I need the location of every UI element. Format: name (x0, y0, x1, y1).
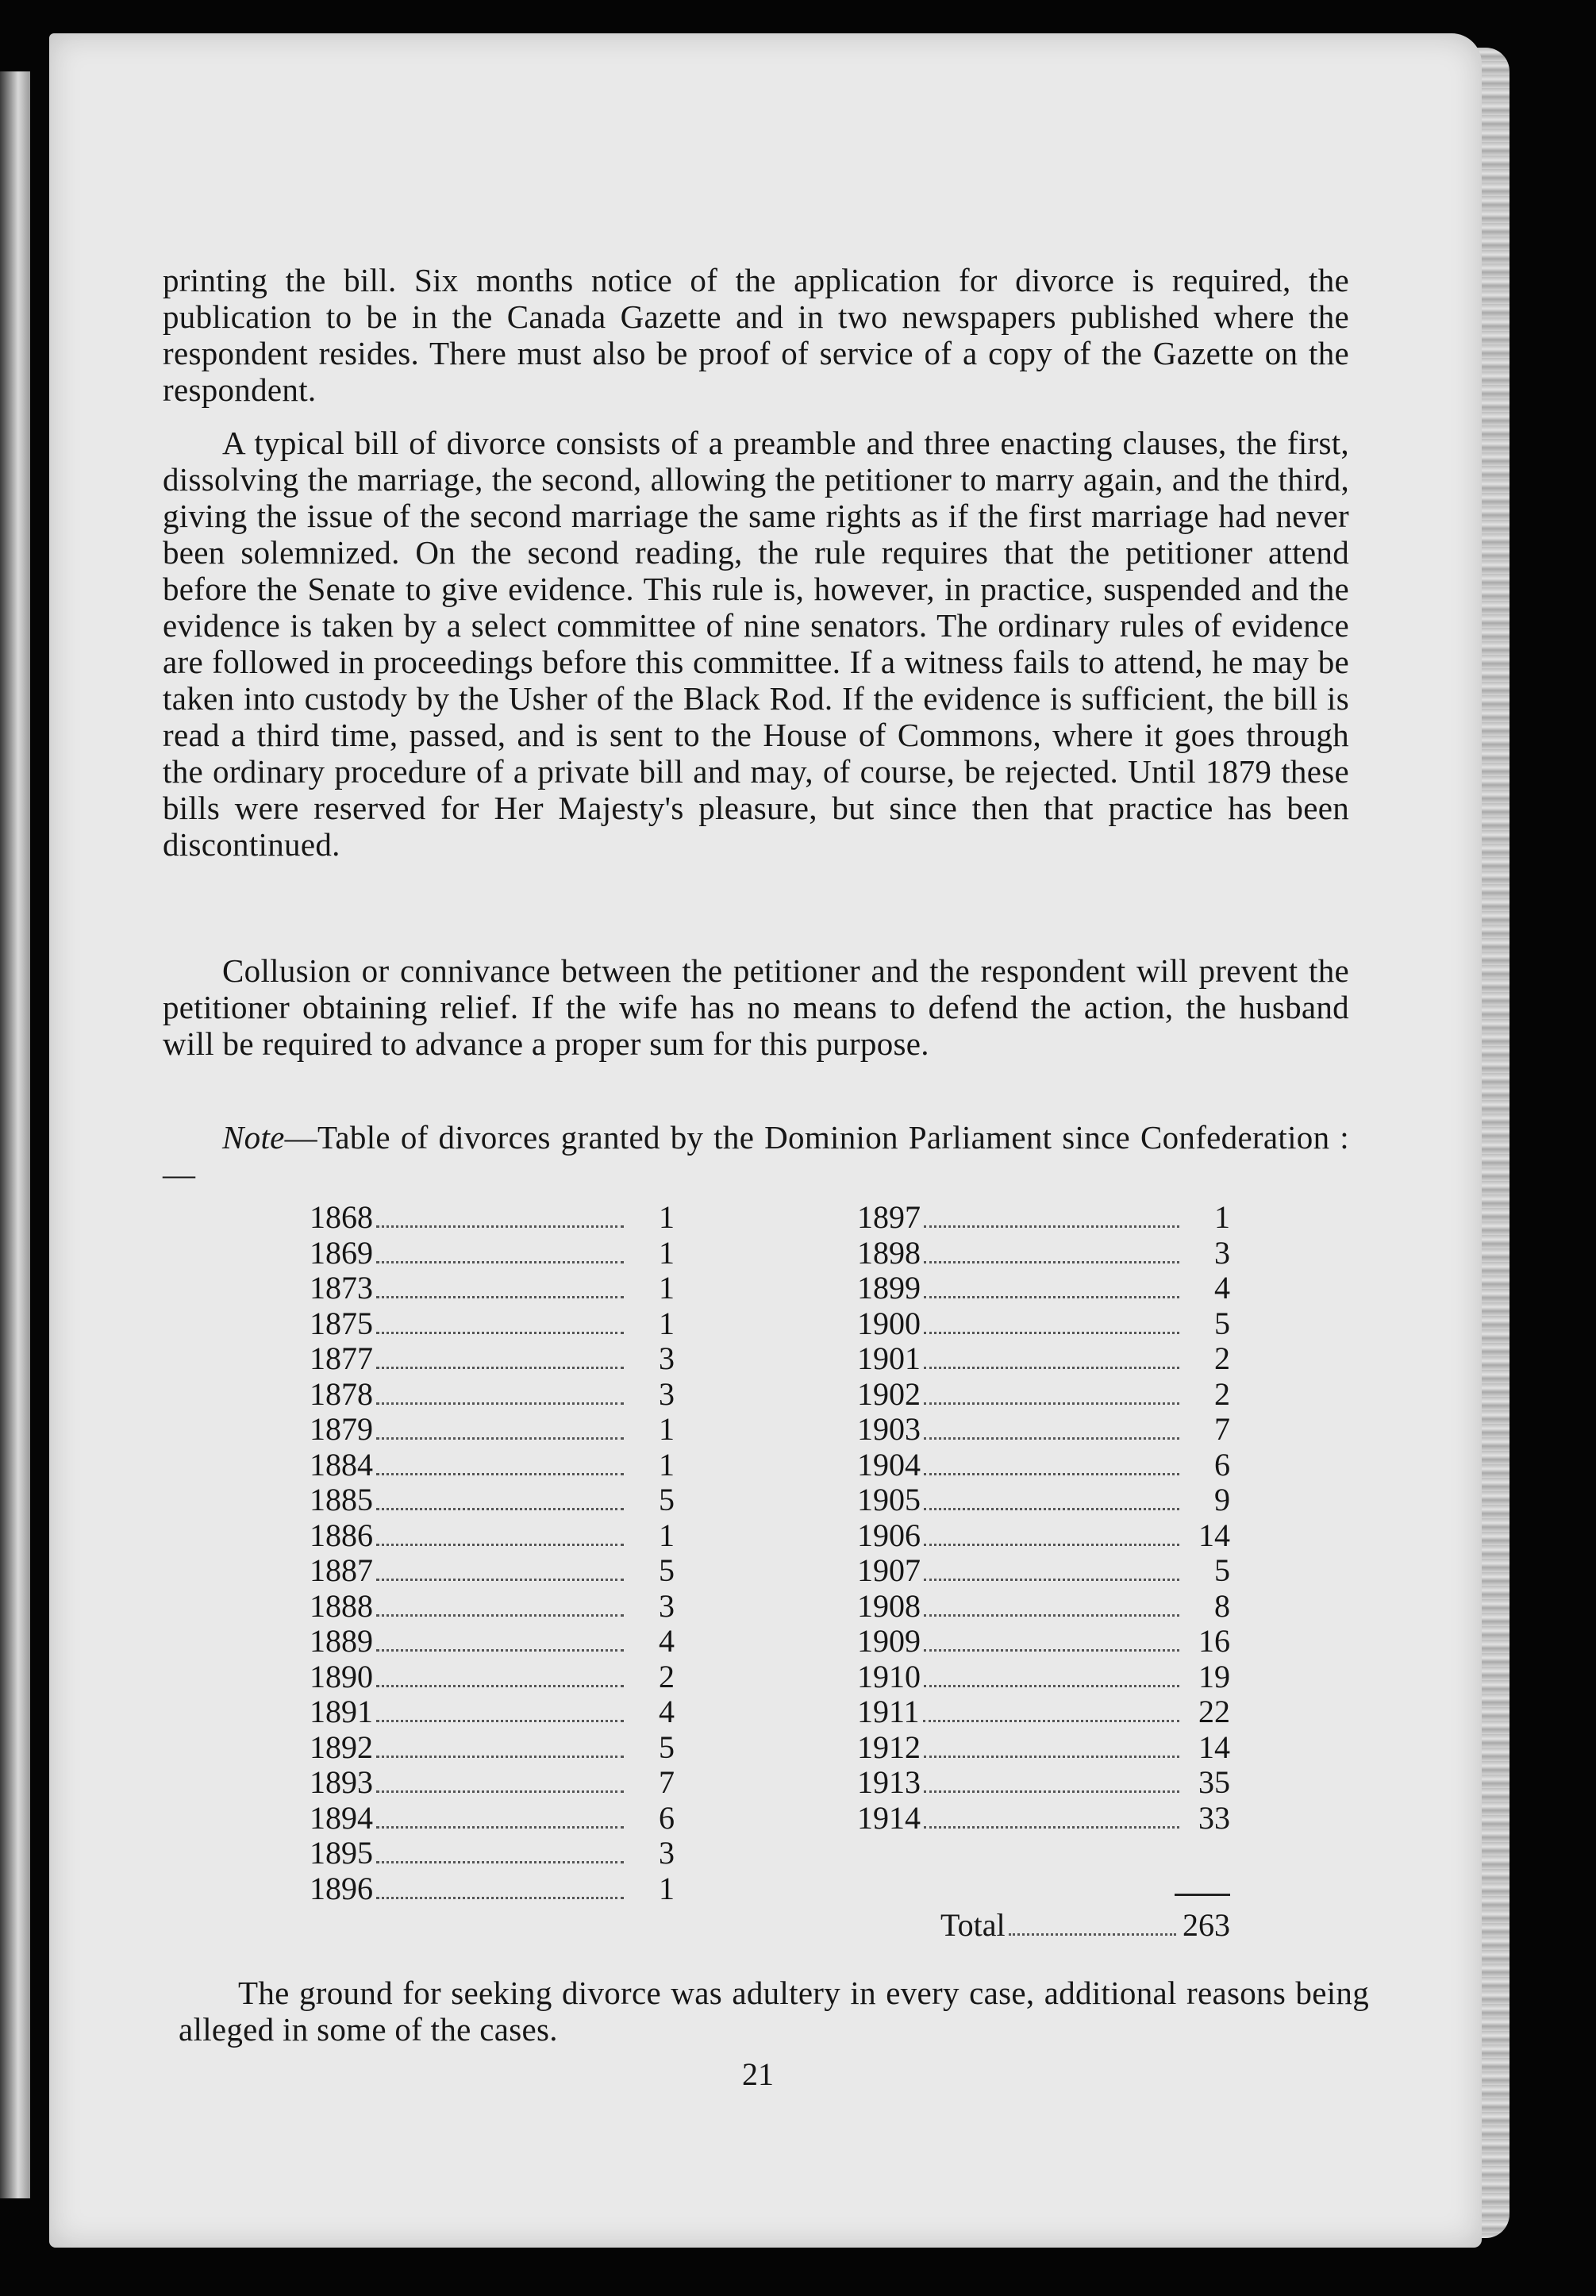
year-cell: 1895 (310, 1835, 373, 1871)
count-cell: 1 (659, 1446, 675, 1483)
leader-dots (924, 1508, 1179, 1510)
year-cell: 1910 (857, 1658, 921, 1694)
count-cell: 4 (1214, 1270, 1230, 1306)
table-row (310, 1234, 675, 1270)
leader-dots (376, 1261, 624, 1263)
table-row (310, 1410, 675, 1446)
leader-dots (924, 1225, 1179, 1228)
table-row (310, 1552, 675, 1587)
count-cell: 7 (659, 1764, 675, 1800)
table-row (310, 1693, 675, 1729)
leader-dots (924, 1826, 1179, 1829)
leader-dots (923, 1720, 1179, 1722)
year-cell: 1904 (857, 1446, 921, 1483)
table-row (310, 1587, 675, 1623)
table-row (310, 1763, 675, 1799)
count-cell: 9 (1214, 1482, 1230, 1517)
year-cell: 1886 (310, 1517, 373, 1553)
table-row (857, 1340, 1230, 1375)
table-row (310, 1375, 675, 1411)
leader-dots (376, 1685, 624, 1687)
table-row (310, 1198, 675, 1234)
count-cell: 5 (1214, 1552, 1230, 1588)
year-cell: 1913 (857, 1764, 921, 1800)
count-cell: 1 (659, 1870, 675, 1906)
year-cell: 1909 (857, 1623, 921, 1659)
divorce-table-left-column (310, 1198, 675, 1905)
count-cell: 14 (1198, 1729, 1230, 1765)
note-heading (163, 1119, 1349, 1192)
paragraph-ground-for-divorce: The ground for seeking divorce was adultery in every case, additional reasons being alleged in some of the cases. (179, 1975, 1369, 2048)
year-cell: 1893 (310, 1764, 373, 1800)
year-cell: 1896 (310, 1870, 373, 1906)
year-cell: 1905 (857, 1482, 921, 1517)
leader-dots (376, 1367, 624, 1369)
year-cell: 1900 (857, 1305, 921, 1341)
table-row (310, 1834, 675, 1870)
count-cell: 2 (659, 1658, 675, 1694)
count-cell: 3 (659, 1375, 675, 1412)
year-cell: 1890 (310, 1658, 373, 1694)
table-row (310, 1269, 675, 1305)
count-cell: 7 (1214, 1411, 1230, 1447)
leader-dots (924, 1756, 1179, 1758)
table-row (857, 1693, 1230, 1729)
count-cell: 2 (1214, 1375, 1230, 1412)
year-cell: 1897 (857, 1199, 921, 1235)
count-cell: 35 (1198, 1764, 1230, 1800)
count-cell: 5 (659, 1482, 675, 1517)
note-lead: Note (222, 1119, 285, 1156)
leader-dots (376, 1296, 624, 1298)
leader-dots (376, 1544, 624, 1546)
count-cell: 14 (1198, 1517, 1230, 1553)
table-row (310, 1481, 675, 1517)
paragraph-typical-bill: A typical bill of divorce consists of a preamble and three enacting clauses, the first, dissolving the marriage, the second, allowing the petitioner to marry again, and the third, giving the issue of the second marriage the same rights as if the first marriage had never been solemnized. On the second reading, the rule requires that the petitioner attend before the Senate to give evidence. This rule is, however, in practice, suspended and the evidence is taken by a select committee of nine senators. The ordinary rules of evidence are followed in proceedings before this committee. If a witness fails to attend, he may be taken into custody by the Usher of the Black Rod. If the evidence is sufficient, the bill is read a third time, passed, and is sent to the House of Commons, where it goes through the ordinary procedure of a private bill and may, of course, be rejected. Until 1879 these bills were reserved for Her Majesty's pleasure, but since then that practice has been discontinued. (163, 425, 1349, 863)
year-cell: 1898 (857, 1234, 921, 1271)
count-cell: 3 (659, 1835, 675, 1871)
divorce-table-right-column (857, 1198, 1230, 1834)
year-cell: 1892 (310, 1729, 373, 1765)
page-number: 21 (742, 2056, 774, 2092)
table-row (310, 1658, 675, 1694)
year-cell: 1879 (310, 1411, 373, 1447)
count-cell: 33 (1198, 1799, 1230, 1836)
leader-dots (376, 1402, 624, 1405)
leader-dots (924, 1473, 1179, 1475)
year-cell: 1901 (857, 1340, 921, 1376)
leader-dots (376, 1473, 624, 1475)
year-cell: 1911 (857, 1694, 920, 1729)
leader-dots (924, 1402, 1179, 1405)
adjacent-page-edge (0, 71, 30, 2198)
table-row (310, 1517, 675, 1552)
year-cell: 1899 (857, 1270, 921, 1306)
year-cell: 1914 (857, 1799, 921, 1836)
year-cell: 1912 (857, 1729, 921, 1765)
count-cell: 2 (1214, 1340, 1230, 1376)
year-cell: 1891 (310, 1694, 373, 1729)
table-row (310, 1799, 675, 1835)
count-cell: 6 (1214, 1446, 1230, 1483)
year-cell: 1903 (857, 1411, 921, 1447)
table-row (857, 1269, 1230, 1305)
table-row (857, 1446, 1230, 1482)
count-cell: 3 (1214, 1234, 1230, 1271)
count-cell: 22 (1198, 1694, 1230, 1729)
table-row (857, 1517, 1230, 1552)
count-cell: 1 (659, 1517, 675, 1553)
table-row (857, 1305, 1230, 1340)
count-cell: 8 (1214, 1587, 1230, 1624)
table-row (857, 1658, 1230, 1694)
count-cell: 5 (659, 1729, 675, 1765)
year-cell: 1868 (310, 1199, 373, 1235)
year-cell: 1906 (857, 1517, 921, 1553)
year-cell: 1887 (310, 1552, 373, 1588)
table-row (310, 1729, 675, 1764)
total-label: Total (940, 1907, 1006, 1943)
count-cell: 1 (659, 1305, 675, 1341)
table-row (857, 1375, 1230, 1411)
count-cell: 1 (659, 1270, 675, 1306)
leader-dots (376, 1720, 624, 1722)
note-text: —Table of divorces granted by the Dominion Parliament since Confederation :— (163, 1119, 1349, 1192)
leader-dots (924, 1790, 1179, 1793)
leader-dots (924, 1649, 1179, 1652)
year-cell: 1869 (310, 1234, 373, 1271)
table-row (857, 1410, 1230, 1446)
count-cell: 1 (659, 1411, 675, 1447)
year-cell: 1877 (310, 1340, 373, 1376)
year-cell: 1889 (310, 1623, 373, 1659)
table-row (857, 1729, 1230, 1764)
leader-dots (376, 1756, 624, 1758)
total-value: 263 (1183, 1907, 1230, 1943)
total-row (940, 1906, 1230, 1944)
leader-dots (924, 1614, 1179, 1617)
count-cell: 1 (1214, 1199, 1230, 1235)
table-row (310, 1622, 675, 1658)
leader-dots (376, 1861, 624, 1863)
year-cell: 1908 (857, 1587, 921, 1624)
paragraph-printing-bill: printing the bill. Six months notice of the application for divorce is required, the publication to be in the Canada Gazette and in two newspapers published where the respondent resides. There must also be proof of service of a copy of the Gazette on the respondent. (163, 262, 1349, 408)
table-row (857, 1763, 1230, 1799)
leader-dots (924, 1332, 1179, 1334)
year-cell: 1907 (857, 1552, 921, 1588)
table-row (310, 1446, 675, 1482)
total-rule (1175, 1894, 1230, 1896)
table-row (857, 1799, 1230, 1835)
leader-dots (924, 1367, 1179, 1369)
table-row (310, 1340, 675, 1375)
year-cell: 1873 (310, 1270, 373, 1306)
count-cell: 1 (659, 1199, 675, 1235)
leader-dots (924, 1261, 1179, 1263)
count-cell: 6 (659, 1799, 675, 1836)
leader-dots (376, 1332, 624, 1334)
table-row (857, 1587, 1230, 1623)
count-cell: 19 (1198, 1658, 1230, 1694)
table-row (857, 1622, 1230, 1658)
year-cell: 1884 (310, 1446, 373, 1483)
year-cell: 1902 (857, 1375, 921, 1412)
table-row (310, 1870, 675, 1906)
count-cell: 3 (659, 1587, 675, 1624)
count-cell: 4 (659, 1694, 675, 1729)
year-cell: 1888 (310, 1587, 373, 1624)
count-cell: 4 (659, 1623, 675, 1659)
year-cell: 1878 (310, 1375, 373, 1412)
table-row (857, 1198, 1230, 1234)
count-cell: 16 (1198, 1623, 1230, 1659)
leader-dots (924, 1437, 1179, 1440)
leader-dots (376, 1649, 624, 1652)
leader-dots (924, 1544, 1179, 1546)
table-row (857, 1552, 1230, 1587)
leader-dots (376, 1225, 624, 1228)
year-cell: 1875 (310, 1305, 373, 1341)
leader-dots (376, 1437, 624, 1440)
leader-dots (924, 1685, 1179, 1687)
leader-dots (924, 1296, 1179, 1298)
count-cell: 5 (659, 1552, 675, 1588)
leader-dots (376, 1897, 624, 1899)
leader-dots (376, 1579, 624, 1581)
table-row (857, 1234, 1230, 1270)
count-cell: 1 (659, 1234, 675, 1271)
table-row (857, 1481, 1230, 1517)
leader-dots (376, 1826, 624, 1829)
year-cell: 1894 (310, 1799, 373, 1836)
leader-dots (1009, 1933, 1176, 1936)
leader-dots (376, 1614, 624, 1617)
year-cell: 1885 (310, 1482, 373, 1517)
paragraph-collusion: Collusion or connivance between the petitioner and the respondent will prevent the petitioner obtaining relief. If the wife has no means to defend the action, the husband will be required to advance a proper sum for this purpose. (163, 952, 1349, 1062)
leader-dots (924, 1579, 1179, 1581)
table-row (310, 1305, 675, 1340)
leader-dots (376, 1790, 624, 1793)
leader-dots (376, 1508, 624, 1510)
count-cell: 3 (659, 1340, 675, 1376)
count-cell: 5 (1214, 1305, 1230, 1341)
